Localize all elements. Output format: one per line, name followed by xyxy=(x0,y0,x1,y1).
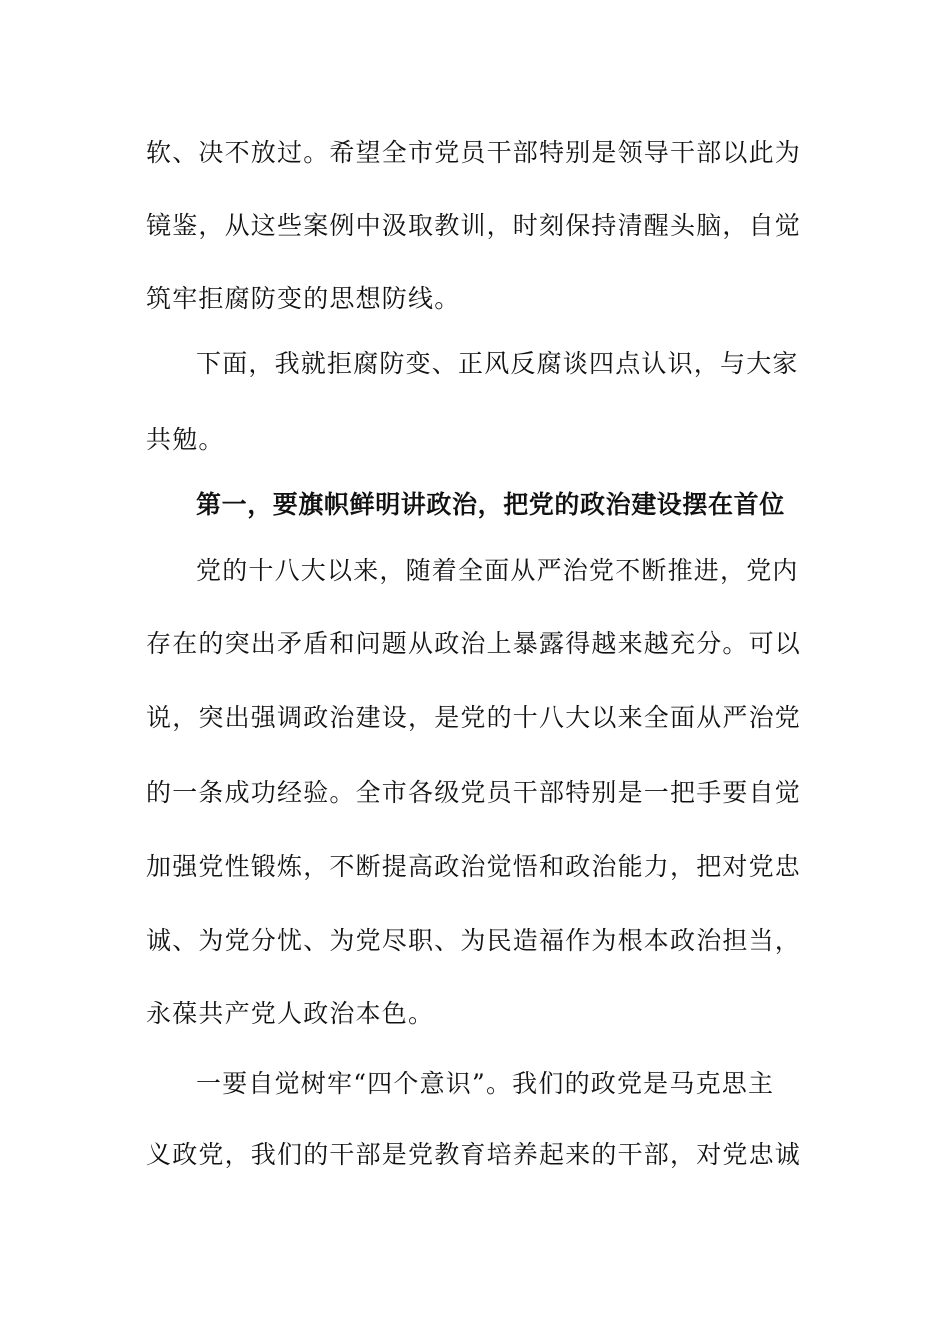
text-line: 的一条成功经验。全市各级党员干部特别是一把手要自觉 xyxy=(146,778,802,807)
text-line: 党的十八大以来，随着全面从严治党不断推进，党内 xyxy=(196,556,799,585)
text-line: 加强党性锻炼，不断提高政治觉悟和政治能力，把对党忠 xyxy=(146,852,802,881)
section-heading: 第一，要旗帜鲜明讲政治，把党的政治建设摆在首位 xyxy=(196,490,785,519)
text-line: 共勉。 xyxy=(146,425,225,454)
text-line: 一要自觉树牢“四个意识”。我们的政党是马克思主 xyxy=(196,1069,775,1098)
text-line: 诚、为党分忧、为党尽职、为民造福作为根本政治担当， xyxy=(146,926,802,955)
text-line: 软、决不放过。希望全市党员干部特别是领导干部以此为 xyxy=(146,138,802,167)
text-line: 镜鉴，从这些案例中汲取教训，时刻保持清醒头脑，自觉 xyxy=(146,211,802,240)
text-line: 说，突出强调政治建设，是党的十八大以来全面从严治党 xyxy=(146,703,802,732)
text-line: 存在的突出矛盾和问题从政治上暴露得越来越充分。可以 xyxy=(146,629,802,658)
text-line: 义政党，我们的干部是党教育培养起来的干部，对党忠诚 xyxy=(146,1140,802,1169)
text-line: 下面，我就拒腐防变、正风反腐谈四点认识，与大家 xyxy=(196,349,799,378)
text-line: 永葆共产党人政治本色。 xyxy=(146,999,435,1028)
text-line: 筑牢拒腐防变的思想防线。 xyxy=(146,284,461,313)
